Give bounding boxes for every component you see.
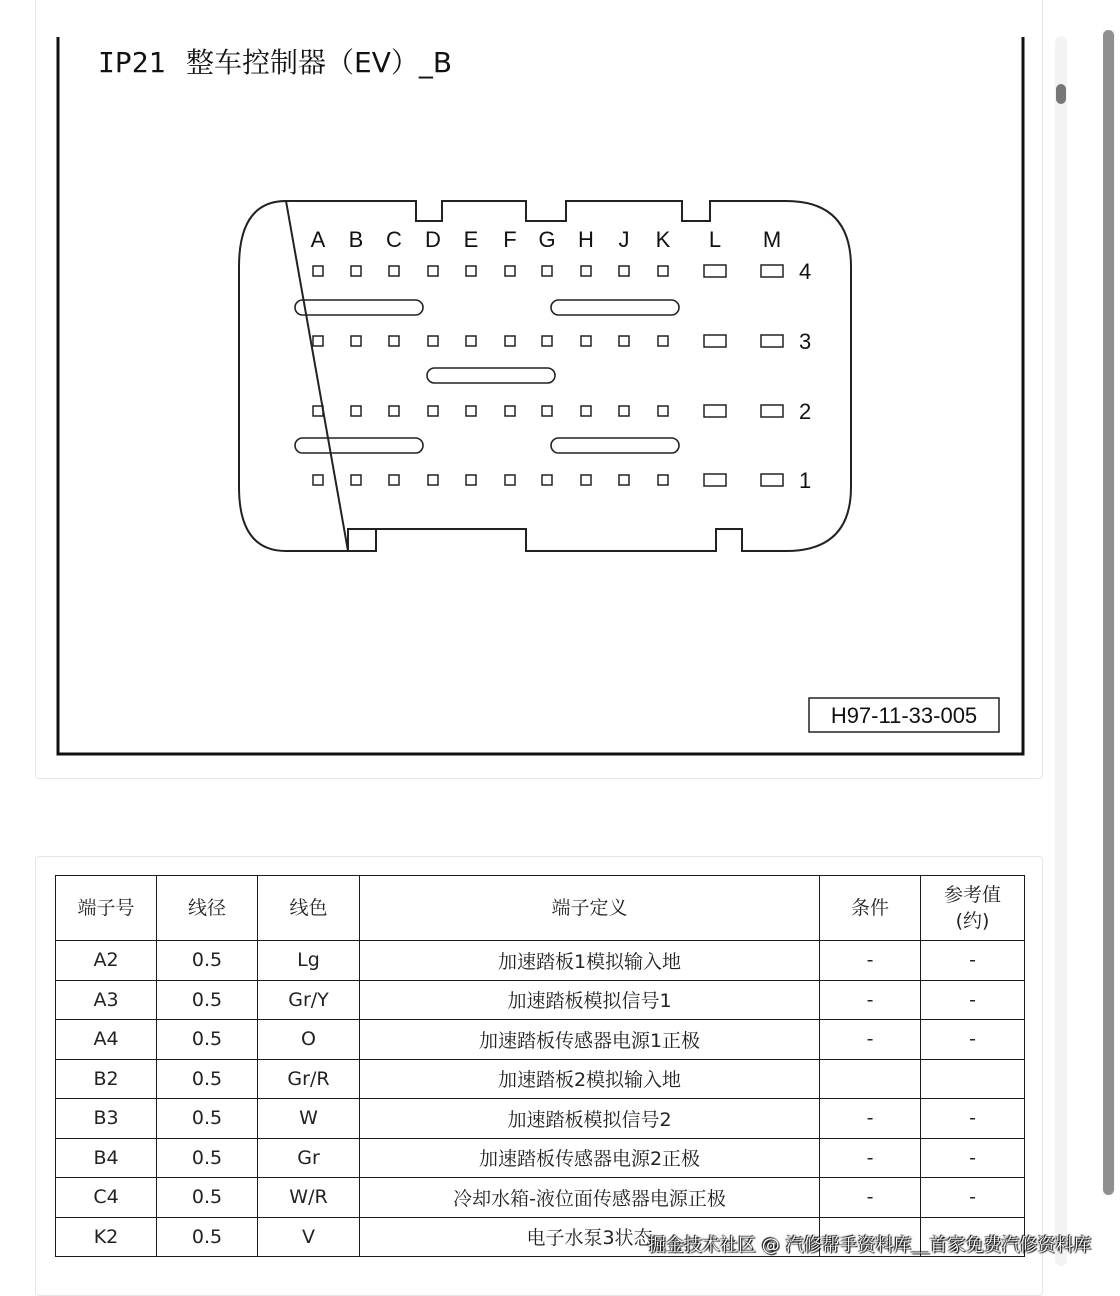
- cell-reference: -: [921, 1099, 1025, 1139]
- cell-wire-color: W: [258, 1099, 360, 1139]
- table-header-row: [56, 876, 1025, 941]
- pin-cavity: [704, 405, 726, 417]
- pin-cavity: [581, 406, 591, 416]
- header-definition: 端子定义: [360, 876, 820, 941]
- pin-cavity: [658, 475, 668, 485]
- cell-wire-gauge: 0.5: [157, 1020, 258, 1060]
- row-label: 4: [799, 259, 812, 284]
- pin-cavity: [619, 336, 629, 346]
- pin-cavity: [619, 266, 629, 276]
- cell-condition: [820, 1059, 921, 1099]
- pin-cavity: [313, 406, 323, 416]
- header-reference-value: 参考值 (约): [921, 876, 1025, 941]
- cell-terminal: B3: [56, 1099, 157, 1139]
- pin-cavity: [761, 335, 783, 347]
- pin-cavity: [389, 406, 399, 416]
- pin-cavity: [351, 475, 361, 485]
- pin-cavity: [389, 336, 399, 346]
- pin-cavity: [466, 406, 476, 416]
- cell-reference: -: [921, 1178, 1025, 1218]
- table-row: [56, 1059, 1025, 1099]
- pin-cavity: [658, 336, 668, 346]
- column-label: K: [655, 227, 671, 252]
- column-label: G: [538, 227, 556, 252]
- cell-terminal: A2: [56, 941, 157, 981]
- pin-cavity: [704, 335, 726, 347]
- column-label: E: [463, 227, 479, 252]
- column-label: D: [425, 227, 441, 252]
- table-row: [56, 941, 1025, 981]
- column-label: C: [386, 227, 402, 252]
- connector-id: IP21: [98, 46, 166, 79]
- header-terminal: 端子号: [56, 876, 157, 941]
- cell-condition: -: [820, 1138, 921, 1178]
- pin-cavity: [505, 475, 515, 485]
- pin-cavity: [351, 406, 361, 416]
- content-scroll-thumb[interactable]: [1056, 84, 1066, 104]
- table-row: [56, 1138, 1025, 1178]
- key-slot: [295, 438, 423, 453]
- pin-cavity: [313, 475, 323, 485]
- cell-definition: 加速踏板模拟信号1: [360, 980, 820, 1020]
- pin-cavity: [351, 266, 361, 276]
- cell-wire-color: Lg: [258, 941, 360, 981]
- pin-cavity: [389, 266, 399, 276]
- cell-definition: 加速踏板2模拟输入地: [360, 1059, 820, 1099]
- cell-terminal: B4: [56, 1138, 157, 1178]
- cell-wire-gauge: 0.5: [157, 1059, 258, 1099]
- pin-cavity: [761, 265, 783, 277]
- cell-condition: -: [820, 1178, 921, 1218]
- pin-cavity: [581, 266, 591, 276]
- diagram-frame: [58, 37, 1023, 754]
- header-wire-color: 线色: [258, 876, 360, 941]
- cell-condition: -: [820, 1020, 921, 1060]
- page-scroll-thumb[interactable]: [1103, 30, 1114, 1195]
- cell-reference: -: [921, 980, 1025, 1020]
- pin-cavity: [658, 406, 668, 416]
- table-row: [56, 980, 1025, 1020]
- cell-wire-gauge: 0.5: [157, 1178, 258, 1218]
- pin-cavity: [428, 475, 438, 485]
- column-label: J: [618, 227, 630, 252]
- row-label: 1: [799, 468, 812, 493]
- drawing-code: H97-11-33-005: [830, 703, 978, 728]
- pin-cavity: [351, 336, 361, 346]
- cell-terminal: A4: [56, 1020, 157, 1060]
- cell-definition: 加速踏板模拟信号2: [360, 1099, 820, 1139]
- pin-cavity: [428, 406, 438, 416]
- pin-cavity: [505, 406, 515, 416]
- header-condition: 条件: [820, 876, 921, 941]
- cell-condition: -: [820, 1099, 921, 1139]
- column-label: L: [708, 227, 722, 252]
- pin-cavity: [542, 266, 552, 276]
- cell-wire-color: Gr: [258, 1138, 360, 1178]
- column-label: B: [348, 227, 364, 252]
- connector-outline: [239, 201, 851, 551]
- pin-cavity: [761, 474, 783, 486]
- cell-reference: [921, 1059, 1025, 1099]
- pin-cavity: [619, 406, 629, 416]
- pin-cavity: [428, 336, 438, 346]
- cell-wire-color: O: [258, 1020, 360, 1060]
- table-row: [56, 1178, 1025, 1218]
- cell-definition: 加速踏板传感器电源2正极: [360, 1138, 820, 1178]
- table-row: [56, 1020, 1025, 1060]
- key-slot: [551, 300, 679, 315]
- cell-reference: -: [921, 941, 1025, 981]
- column-label: M: [762, 227, 782, 252]
- cell-reference: -: [921, 1020, 1025, 1060]
- cell-wire-gauge: 0.5: [157, 941, 258, 981]
- pin-cavity: [704, 474, 726, 486]
- cell-definition: 冷却水箱-液位面传感器电源正极: [360, 1178, 820, 1218]
- column-label: F: [503, 227, 517, 252]
- key-slot: [295, 300, 423, 315]
- connector-diagram: [36, 0, 1044, 780]
- cell-wire-gauge: 0.5: [157, 1217, 258, 1257]
- cell-definition: 加速踏板1模拟输入地: [360, 941, 820, 981]
- key-slot: [551, 438, 679, 453]
- pin-cavity: [313, 266, 323, 276]
- pin-cavity: [619, 475, 629, 485]
- cell-condition: -: [820, 980, 921, 1020]
- pin-cavity: [658, 266, 668, 276]
- pin-cavity: [581, 336, 591, 346]
- cell-wire-gauge: 0.5: [157, 980, 258, 1020]
- cell-terminal: A3: [56, 980, 157, 1020]
- pin-cavity: [466, 266, 476, 276]
- connector-name: 整车控制器（EV）_B: [186, 46, 453, 79]
- watermark-text: 掘金技术社区 @ 汽修帮手资料库＿首家免费汽修资料库: [648, 1235, 1092, 1256]
- cell-terminal: C4: [56, 1178, 157, 1218]
- cell-wire-color: V: [258, 1217, 360, 1257]
- pin-cavity: [581, 475, 591, 485]
- column-label: A: [310, 227, 326, 252]
- pin-cavity: [466, 336, 476, 346]
- pin-cavity: [761, 405, 783, 417]
- cell-wire-color: Gr/Y: [258, 980, 360, 1020]
- header-wire-gauge: 线径: [157, 876, 258, 941]
- cell-wire-gauge: 0.5: [157, 1138, 258, 1178]
- pin-cavity: [704, 265, 726, 277]
- column-label: H: [578, 227, 594, 252]
- cell-terminal: K2: [56, 1217, 157, 1257]
- row-label: 3: [799, 329, 812, 354]
- pin-cavity: [542, 475, 552, 485]
- cell-terminal: B2: [56, 1059, 157, 1099]
- pin-cavity: [428, 266, 438, 276]
- pin-cavity: [505, 266, 515, 276]
- pin-cavity: [542, 336, 552, 346]
- cell-wire-color: W/R: [258, 1178, 360, 1218]
- connector-diagram-card: [35, 0, 1043, 779]
- cell-condition: -: [820, 941, 921, 981]
- cell-wire-color: Gr/R: [258, 1059, 360, 1099]
- pin-cavity: [313, 336, 323, 346]
- pin-cavity: [389, 475, 399, 485]
- pin-cavity: [466, 475, 476, 485]
- cell-reference: -: [921, 1138, 1025, 1178]
- pin-cavity: [505, 336, 515, 346]
- cell-definition: 加速踏板传感器电源1正极: [360, 1020, 820, 1060]
- key-slot: [427, 368, 555, 383]
- cell-definition: 电子水泵3状态: [360, 1217, 820, 1257]
- pin-table-card: [35, 856, 1043, 1296]
- table-row: [56, 1099, 1025, 1139]
- content-scrollbar[interactable]: [1055, 36, 1067, 1266]
- row-label: 2: [799, 399, 812, 424]
- pin-definition-table: [55, 875, 1025, 1257]
- pin-cavity: [542, 406, 552, 416]
- cell-wire-gauge: 0.5: [157, 1099, 258, 1139]
